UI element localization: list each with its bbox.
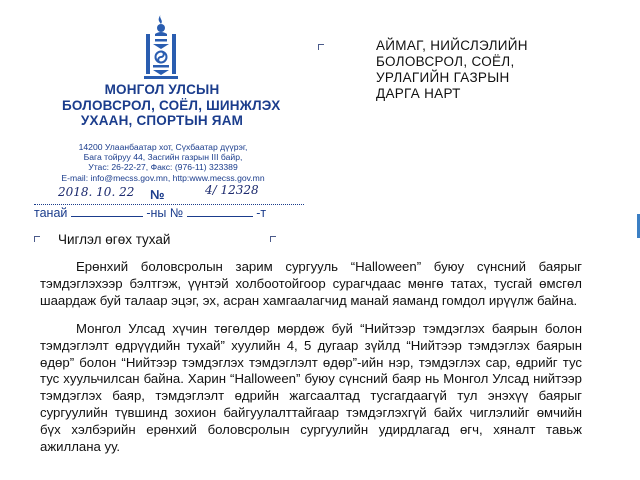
addressee-line-3: УРЛАГИЙН ГАЗРЫН (376, 70, 510, 85)
addressee-line-1: АЙМАГ, НИЙСЛЭЛИЙН (376, 38, 528, 53)
ministry-line-2: БОЛОВСРОЛ, СОЁЛ, ШИНЖЛЭХ (62, 97, 281, 113)
body-paragraph-2: Монгол Улсад хүчин төгөлдөр мөрдөж буй “Нийтээр тэмдэглэх баярын болон тэмдэглэлт өдрүүдийн тухай” хуулийн 4, 5 дугаар зүйлд “Нийтээр тэмдэглэх баярын өдөр” болон “Нийтээр тэмдэглэх тэмдэглэлт өдөр”-ийн нэр, тэмдэглэх сар, өдрийг тус тус хуульчилсан байна. Харин “Halloween” буюу сүнсний баяр нь Монгол Улсад нийтээр тэмдэглэх баяр, тэмдэглэлт өдрийн жагсаалтад тусгагдаагүй тул энэхүү баярыг сургуулийн түвшинд зохион байгуулалттайгаар тэмдэглэхгүй байх чиглэлийг өмчийн бүх хэлбэрийн ерөнхий боловсролын сургуулийн удирдлагад өгч, хяналт тавьж ажиллана уу. (40, 320, 582, 455)
ref-mid: -ны № (146, 206, 184, 220)
ref-date-blank (71, 206, 143, 217)
handwritten-number: 4/ 12328 (205, 183, 259, 197)
soyombo-emblem-icon (138, 12, 184, 80)
letter-subject: Чиглэл өгөх тухай (58, 232, 171, 247)
addressee-line-4: ДАРГА НАРТ (376, 86, 461, 101)
body-paragraph-1: Ерөнхий боловсролын зарим сургууль “Halloween” буюу сүнсний баярыг тэмдэглэхээр бэлтгэж, үүнтэй холбоотойгоор сурагчдаас мөнгө татах, тусгай өмсгөл шаардаж буй талаар эцэг, эх, асран хамгаалагчид манай яаманд гомдол ирүүлж байна. (40, 259, 582, 308)
handwritten-date: 2018. 10. 22 (58, 185, 135, 199)
ref-number-blank (187, 206, 253, 217)
number-label: № (150, 187, 165, 202)
corner-mark-subject-end (270, 236, 276, 242)
address-line-1: 14200 Улаанбаатар хот, Сүхбаатар дүүрэг, (78, 142, 248, 152)
ministry-name (62, 82, 281, 129)
reference-line (34, 206, 314, 220)
ministry-line-3: УХААН, СПОРТЫН ЯАМ (80, 113, 244, 128)
ministry-line-1: МОНГОЛ УЛСЫН (104, 82, 220, 97)
ministry-address (52, 142, 274, 183)
corner-mark-addressee (318, 44, 324, 50)
address-line-3: Утас: 26-22-27, Факс: (976-11) 323389 (88, 162, 238, 173)
corner-mark-subject (34, 236, 40, 242)
address-line-4: E-mail: info@mecss.gov.mn, http:www.mecss.gov.mn (61, 172, 265, 183)
letter-body (40, 259, 582, 467)
address-line-2: Бага тойруу 44, Засгийн газрын III байр, (83, 152, 243, 163)
addressee-line-2: БОЛОВСРОЛ, СОЁЛ, (376, 54, 515, 69)
addressee-block (376, 38, 596, 102)
ref-suffix: -т (256, 206, 267, 220)
ref-prefix: танай (34, 206, 68, 220)
